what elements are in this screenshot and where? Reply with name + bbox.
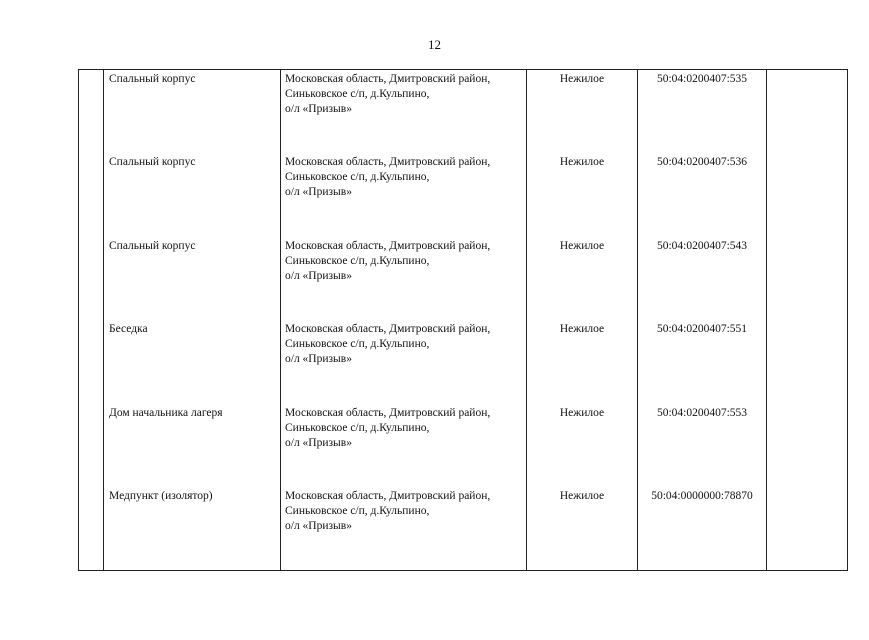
address-line: Московская область, Дмитровский район,: [285, 239, 491, 252]
object-name-cell: [104, 70, 281, 154]
table-row: [79, 237, 848, 321]
address-line: о/л «Призыв»: [285, 186, 352, 198]
object-type-text: Нежилое: [559, 323, 605, 335]
table-row: [79, 320, 848, 404]
address-text: [285, 237, 526, 284]
row-number-cell: [79, 70, 104, 154]
object-type-cell: [527, 404, 638, 488]
object-name-cell: [104, 320, 281, 404]
object-name-text: Дом начальника лагеря: [109, 406, 223, 419]
address-text: [285, 70, 526, 117]
address-cell: [281, 70, 527, 154]
object-type-cell: [527, 320, 638, 404]
object-name-text: Спальный корпус: [109, 156, 196, 168]
address-line: Синьковское с/п, д.Кульпино,: [285, 338, 430, 350]
cadastral-number-cell: [638, 237, 767, 321]
object-name-cell: [104, 404, 281, 488]
row-number-cell: [79, 153, 104, 237]
object-name-text: Медпункт (изолятор): [109, 490, 213, 502]
object-type-cell: [527, 487, 638, 571]
object-name-text: Беседка: [109, 323, 148, 335]
address-line: о/л «Призыв»: [285, 103, 352, 115]
address-cell: [281, 487, 527, 571]
address-line: Московская область, Дмитровский район,: [285, 490, 491, 502]
cadastral-number-cell: [638, 70, 767, 154]
row-number-cell: [79, 237, 104, 321]
object-type-cell: [527, 237, 638, 321]
address-line: Синьковское с/п, д.Кульпино,: [285, 88, 430, 100]
address-line: Синьковское с/п, д.Кульпино,: [285, 254, 430, 267]
table-row: [79, 70, 848, 154]
cadastral-number-text: 50:04:0200407:551: [656, 323, 748, 335]
address-line: о/л «Призыв»: [285, 520, 352, 532]
row-number-cell: [79, 320, 104, 404]
object-type-text: Нежилое: [559, 406, 605, 419]
address-text: [285, 404, 526, 451]
address-line: Синьковское с/п, д.Кульпино,: [285, 421, 430, 434]
row-number-cell: [79, 404, 104, 488]
table-row: [79, 404, 848, 488]
address-line: Московская область, Дмитровский район,: [285, 323, 491, 335]
address-line: Синьковское с/п, д.Кульпино,: [285, 505, 430, 517]
object-type-text: Нежилое: [559, 73, 605, 85]
extra-cell: [767, 153, 848, 237]
row-number-cell: [79, 487, 104, 571]
address-line: Московская область, Дмитровский район,: [285, 156, 491, 168]
page-number: [0, 37, 869, 53]
table-row: [79, 487, 848, 571]
address-text: [285, 153, 526, 200]
extra-cell: [767, 320, 848, 404]
table-row: [79, 153, 848, 237]
address-line: Московская область, Дмитровский район,: [285, 73, 491, 85]
cadastral-number-text: 50:04:0200407:536: [656, 156, 748, 168]
object-type-text: Нежилое: [559, 490, 605, 502]
cadastral-number-text: 50:04:0200407:535: [656, 73, 748, 85]
address-line: Синьковское с/п, д.Кульпино,: [285, 171, 430, 183]
object-name-text: Спальный корпус: [109, 73, 196, 85]
address-text: [285, 487, 526, 534]
address-line: о/л «Призыв»: [285, 353, 352, 365]
cadastral-number-cell: [638, 487, 767, 571]
extra-cell: [767, 404, 848, 488]
address-cell: [281, 404, 527, 488]
cadastral-number-text: 50:04:0000000:78870: [651, 490, 753, 502]
cadastral-number-text: 50:04:0200407:543: [656, 239, 748, 252]
object-name-cell: [104, 153, 281, 237]
object-name-cell: [104, 487, 281, 571]
page-number-text: 12: [428, 37, 441, 52]
object-type-text: Нежилое: [559, 239, 605, 252]
address-text: [285, 320, 526, 367]
object-name-text: Спальный корпус: [109, 239, 196, 252]
cadastral-number-cell: [638, 153, 767, 237]
address-line: о/л «Призыв»: [285, 436, 352, 449]
object-type-cell: [527, 70, 638, 154]
property-table-body: [79, 70, 848, 571]
cadastral-number-cell: [638, 320, 767, 404]
address-line: Московская область, Дмитровский район,: [285, 406, 491, 419]
cadastral-number-cell: [638, 404, 767, 488]
property-table: [78, 69, 848, 571]
extra-cell: [767, 487, 848, 571]
address-line: о/л «Призыв»: [285, 269, 352, 282]
address-cell: [281, 153, 527, 237]
object-name-cell: [104, 237, 281, 321]
address-cell: [281, 237, 527, 321]
extra-cell: [767, 70, 848, 154]
cadastral-number-text: 50:04:0200407:553: [656, 406, 748, 419]
address-cell: [281, 320, 527, 404]
extra-cell: [767, 237, 848, 321]
object-type-text: Нежилое: [559, 156, 605, 168]
object-type-cell: [527, 153, 638, 237]
